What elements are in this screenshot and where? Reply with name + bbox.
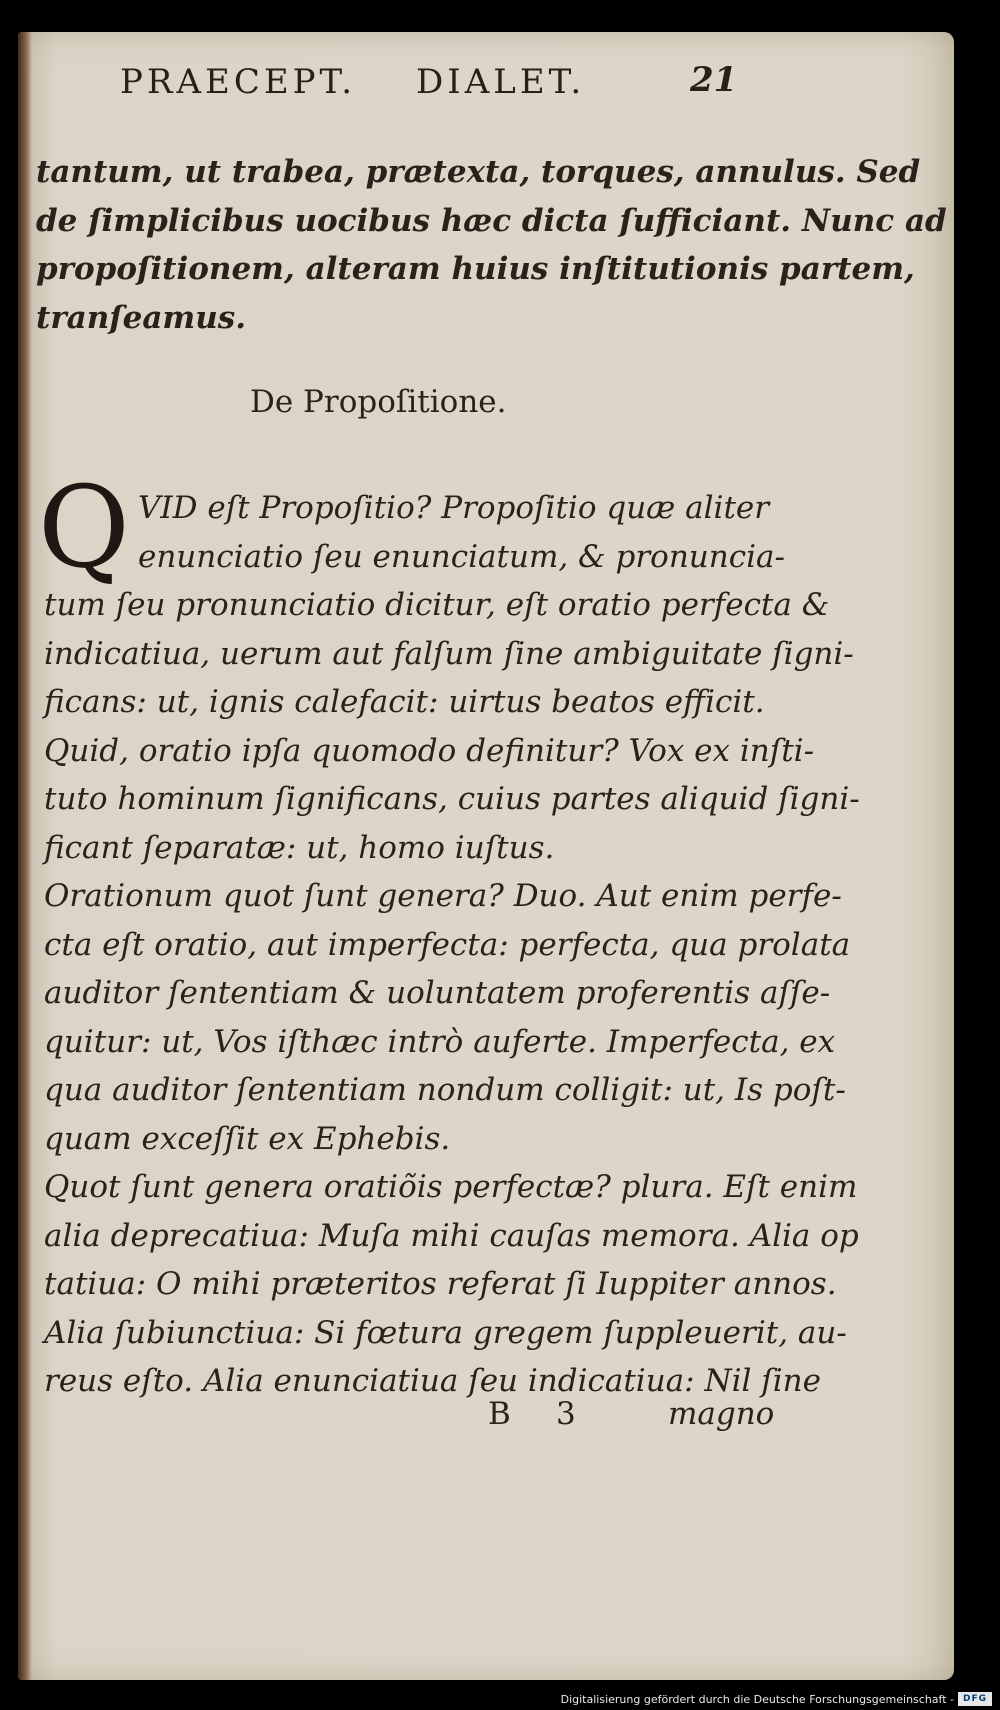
text-line: alia deprecatiua: Muſa mihi cauſas memora. Alia op <box>44 1217 859 1254</box>
running-head-middle: DIALET. <box>416 62 586 102</box>
continuation-paragraph <box>36 148 947 342</box>
text-line: VID eſt Propoſitio? Propoſitio quæ aliter <box>138 490 770 526</box>
text-line: tum ſeu pronunciatio dicitur, eſt oratio perfecta & <box>44 587 830 623</box>
text-line: Quid, oratio ipſa quomodo definitur? Vox ex inſti- <box>44 732 815 769</box>
main-text <box>44 484 860 1406</box>
text-line: propoſitionem, alteram huius inſtitutionis partem, <box>36 251 915 287</box>
text-line: de ſimplicibus uocibus hæc dicta ſufficiant. Nunc ad <box>36 202 947 239</box>
text-line: tatiua: O mihi præteritos referat ſi Iuppiter annos. <box>44 1266 837 1302</box>
text-line: ficant ſeparatæ: ut, homo iuſtus. <box>44 829 555 866</box>
funding-credit: Digitalisierung gefördert durch die Deutsche Forschungsgemeinschaft - <box>560 1693 954 1706</box>
catchword: magno <box>668 1396 775 1432</box>
text-line: reus eſto. Alia enunciatiua ſeu indicatiua: Nil ſine <box>44 1363 821 1399</box>
text-line: tuto hominum ſignificans, cuius partes aliquid ſigni- <box>44 781 860 817</box>
text-line: cta eſt oratio, aut imperfecta: perfecta, qua prolata <box>44 926 851 963</box>
running-head-left: PRAECEPT. <box>120 62 357 102</box>
page-number: 21 <box>690 60 738 100</box>
section-heading: De Propoſitione. <box>250 384 507 420</box>
text-line: auditor ſententiam & uoluntatem proferentis aſſe- <box>44 975 831 1011</box>
text-line: tranſeamus. <box>36 299 247 336</box>
running-head <box>120 62 760 102</box>
text-line: quitur: ut, Vos iſthæc intrò auferte. Imperfecta, ex <box>44 1023 836 1060</box>
text-line: indicatiua, uerum aut falſum ſine ambiguitate ſigni- <box>44 635 854 672</box>
text-line: tantum, ut trabea, prætexta, torques, annulus. Sed <box>36 154 921 190</box>
page-gutter <box>18 32 32 1680</box>
text-line: qua auditor ſententiam nondum colligit: ut, Is poſt- <box>44 1072 846 1108</box>
text-line: Orationum quot ſunt genera? Duo. Aut enim perfe- <box>44 878 842 914</box>
text-line: ficans: ut, ignis calefacit: uirtus beatos efficit. <box>44 684 765 720</box>
text-line: quam exceſſit ex Ephebis. <box>44 1120 451 1157</box>
dfg-logo-icon: DFG <box>958 1692 992 1706</box>
text-line: Quot ſunt genera oratiõis perfectæ? plura. Eſt enim <box>44 1169 858 1205</box>
signature-letter: B <box>488 1396 511 1432</box>
text-line: Alia ſubiunctiua: Si fœtura gregem ſuppleuerit, au- <box>44 1314 847 1351</box>
signature-number: 3 <box>556 1396 576 1432</box>
signature-line <box>488 1396 775 1436</box>
drop-cap-initial: Q <box>38 463 130 593</box>
text-line: enunciatio ſeu enunciatum, & pronuncia- <box>138 538 785 575</box>
